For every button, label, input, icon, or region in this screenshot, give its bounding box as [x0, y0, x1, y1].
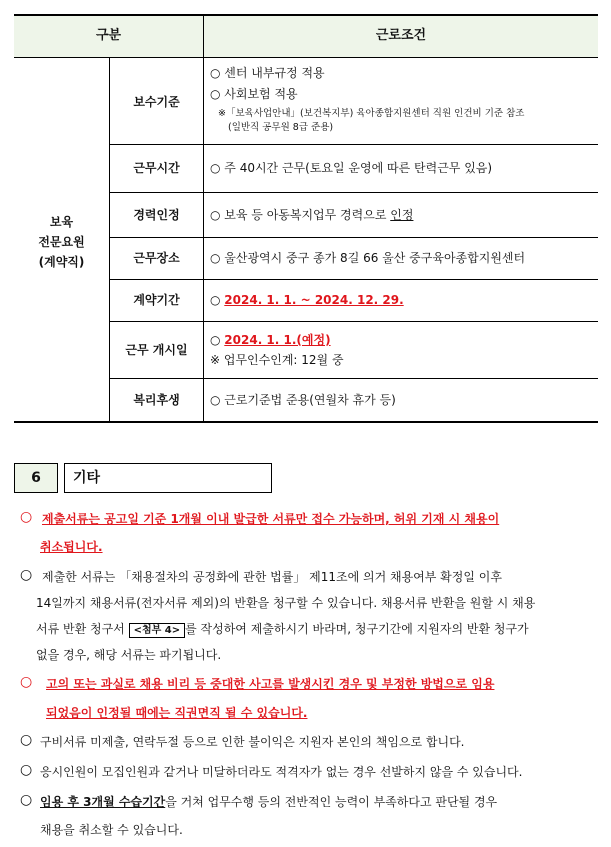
- item-1-line-1: 제출서류는 공고일 기준 1개월 이내 발급한 서류만 접수 가능하며, 허위 기재 시 채용이: [42, 512, 500, 526]
- item-5-line-1: 응시인원이 모집인원과 같거나 미달하더라도 적격자가 없는 경우 선발하지 않을 수 있습니다.: [40, 765, 523, 779]
- item-3-line-2: 되었음이 인정될 때에는 직권면직 될 수 있습니다.: [46, 706, 308, 720]
- row-label-contract: 계약기간: [133, 293, 180, 307]
- category-label: 보육 전문요원 (계약직): [38, 215, 85, 269]
- welfare-text: ○ 근로기준법 준용(연월차 휴가 등): [210, 393, 396, 407]
- contract-period: ○ 2024. 1. 1. ~ 2024. 12. 29.: [210, 293, 404, 307]
- row-label-start: 근무 개시일: [125, 343, 188, 357]
- attachment-4-box: <첨부 4>: [129, 623, 186, 638]
- handover-note: ※ 업무인수인계: 12월 중: [210, 353, 344, 367]
- location-text: ○ 울산광역시 중구 종가 8길 66 울산 중구육아종합지원센터: [210, 251, 526, 265]
- salary-note-1: ※「보육사업안내」(보건복지부) 육아종합지원센터 직원 인건비 기준 참조: [218, 108, 525, 119]
- bullet-6: ○: [20, 792, 33, 808]
- salary-item-1: ○ 센터 내부규정 적용: [210, 66, 325, 80]
- row-label-salary: 보수기준: [133, 95, 180, 109]
- item-1-line-2: 취소됩니다.: [40, 540, 103, 554]
- item-2-line-3: 서류 반환 청구서 <첨부 4> 를 작성하여 제출하시기 바라며, 청구기간에 지원자의 반환 청구가: [36, 622, 529, 636]
- bullet-1: ○: [20, 509, 33, 525]
- item-3-line-1: 고의 또는 과실로 채용 비리 등 중대한 사고를 발생시킨 경우 및 부정한 방법으로 임용: [46, 677, 495, 691]
- row-label-hours: 근무시간: [133, 161, 180, 175]
- header-conditions: 근로조건: [375, 28, 427, 43]
- start-date: ○ 2024. 1. 1.(예정): [210, 333, 331, 347]
- section-title: 기타: [64, 463, 272, 493]
- row-label-location: 근무장소: [133, 251, 180, 265]
- working-conditions-table: [14, 14, 598, 423]
- row-label-welfare: 복리후생: [133, 393, 180, 407]
- hours-text: ○ 주 40시간 근무(토요일 운영에 따른 탄력근무 있음): [210, 161, 493, 175]
- item-6-line-1: 임용 후 3개월 수습기간을 거쳐 업무수행 등의 전반적인 능력이 부족하다고 판단될 경우: [40, 795, 498, 809]
- bullet-5: ○: [20, 762, 33, 778]
- item-4-line-1: 구비서류 미제출, 연락두절 등으로 인한 불이익은 지원자 본인의 책임으로 합니다.: [40, 735, 465, 749]
- bullet-2: ○: [20, 567, 33, 583]
- salary-note-2: (일반직 공무원 8급 준용): [228, 122, 334, 133]
- item-2-line-1: 제출한 서류는 「채용절차의 공정화에 관한 법률」 제11조에 의거 채용여부 확정일 이후: [42, 570, 502, 584]
- header-category: 구분: [95, 28, 122, 43]
- career-text: ○ 보육 등 아동복지업무 경력으로 인정: [210, 208, 414, 222]
- item-2-line-2: 14일까지 채용서류(전자서류 제외)의 반환을 청구할 수 있습니다. 채용서류 반환을 원할 시 채용: [36, 596, 536, 610]
- bullet-3: ○: [20, 674, 33, 690]
- item-2-line-5: 없을 경우, 해당 서류는 파기됩니다.: [36, 648, 222, 662]
- salary-item-2: ○ 사회보험 적용: [210, 87, 298, 101]
- bullet-4: ○: [20, 732, 33, 748]
- item-6-line-2: 채용을 취소할 수 있습니다.: [40, 823, 183, 837]
- row-label-career: 경력인정: [133, 208, 180, 222]
- section-number: 6: [14, 463, 58, 493]
